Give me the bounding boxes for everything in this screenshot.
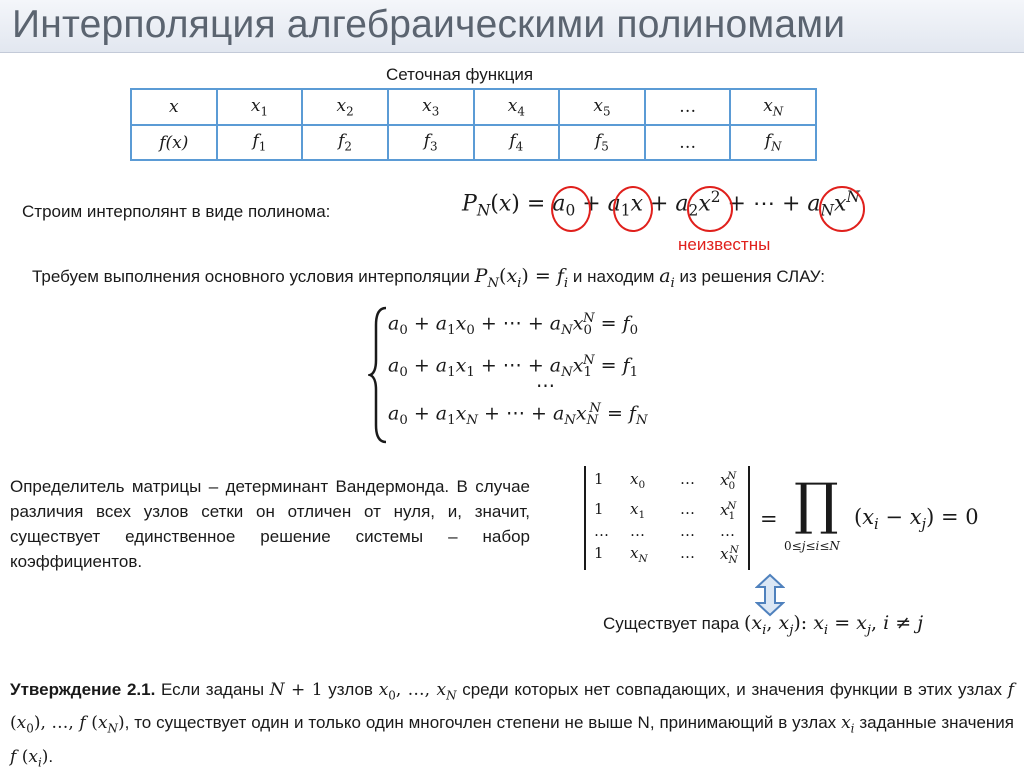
grid-table bbox=[130, 88, 817, 161]
system-equation: $a_0 + a_1x_N$ + ⋯ + $a_Nx_N^N = f_N$ bbox=[388, 401, 648, 429]
statement-text: Утверждение 2.1. Если заданы N + 1 узлов $x_0$, …, $x_N$ среди которых нет совпадающих, и значения функции в этих узлах f $(x_0)$, …, f $(x_N)$, то существует один и только один многочлен степени не выше N, принимающий в узлах $x_i$ заданные значения f $(x_i)$. bbox=[10, 680, 1015, 770]
table-cell: $x_N$ bbox=[730, 89, 816, 125]
title-bar bbox=[0, 0, 1024, 53]
polynomial-formula: $P_N(x) = a_0 + a_1x + a_2x^2$ + ⋯ + $a_Nx^N$ bbox=[462, 188, 860, 220]
unknown-marker bbox=[687, 186, 733, 232]
table-cell: $x_5$ bbox=[559, 89, 645, 125]
table-cell: $x_4$ bbox=[474, 89, 560, 125]
determinant-text: Определитель матрицы – детерминант Вандермонда. В случае различия всех узлов сетки он отличен от нуля, и, значит, существует единственное решение системы – набор коэффициентов. bbox=[10, 477, 530, 571]
vandermonde-matrix: 1 $x_0$ … $x_0^N$ 1 $x_1$ … $x_1^N$ … … … … 1 $x_N$ … $x_N^N$ bbox=[582, 466, 752, 570]
table-cell: $f_2$ bbox=[302, 125, 388, 160]
matrix-left-bar bbox=[584, 466, 586, 570]
table-cell: $f_1$ bbox=[217, 125, 303, 160]
unknown-marker bbox=[551, 186, 591, 232]
system-equation: $a_0 + a_1x_1$ + ⋯ + $a_Nx_1^N = f_1$ bbox=[388, 353, 639, 381]
grid-caption: Сеточная функция bbox=[386, 65, 534, 84]
unknown-label: неизвестны bbox=[678, 235, 771, 254]
matrix-right-bar bbox=[748, 466, 750, 570]
linear-system bbox=[368, 305, 728, 445]
table-row bbox=[131, 89, 816, 125]
table-cell: $x_3$ bbox=[388, 89, 474, 125]
product-term: $(x_i - x_j) = 0$ bbox=[854, 505, 979, 534]
equals-sign: = bbox=[760, 507, 778, 531]
build-text: Строим интерполянт в виде полинома: bbox=[22, 202, 331, 221]
table-cell: $f_3$ bbox=[388, 125, 474, 160]
table-cell: x bbox=[131, 89, 217, 125]
product-limits: 0≤j≤i≤N bbox=[784, 539, 840, 553]
system-ellipsis: ⋯ bbox=[536, 375, 555, 397]
table-cell: f(x) bbox=[131, 125, 217, 160]
table-cell: … bbox=[645, 125, 731, 160]
table-cell: $x_1$ bbox=[217, 89, 303, 125]
table-cell: $f_5$ bbox=[559, 125, 645, 160]
table-cell: $x_2$ bbox=[302, 89, 388, 125]
table-cell: $f_N$ bbox=[730, 125, 816, 160]
vandermonde-product bbox=[760, 472, 1020, 565]
require-text: Требуем выполнения основного условия интерполяции $P_N(x_i) = f_i$ и находим $a_i$ из решения СЛАУ: bbox=[32, 265, 825, 291]
unknown-marker bbox=[819, 186, 865, 232]
pair-text: Существует пара ($x_i$, $x_j$): $x_i = x_j$, i ≠ j bbox=[603, 612, 924, 638]
table-cell: … bbox=[645, 89, 731, 125]
system-equation: $a_0 + a_1x_0$ + ⋯ + $a_Nx_0^N = f_0$ bbox=[388, 311, 639, 339]
double-arrow-icon bbox=[755, 573, 785, 617]
table-cell: $f_4$ bbox=[474, 125, 560, 160]
product-symbol: ∏ bbox=[794, 472, 839, 537]
table-row bbox=[131, 125, 816, 160]
unknown-marker bbox=[613, 186, 653, 232]
brace-icon bbox=[368, 305, 390, 445]
page-title: Интерполяция алгебраическими полиномами bbox=[12, 3, 846, 46]
